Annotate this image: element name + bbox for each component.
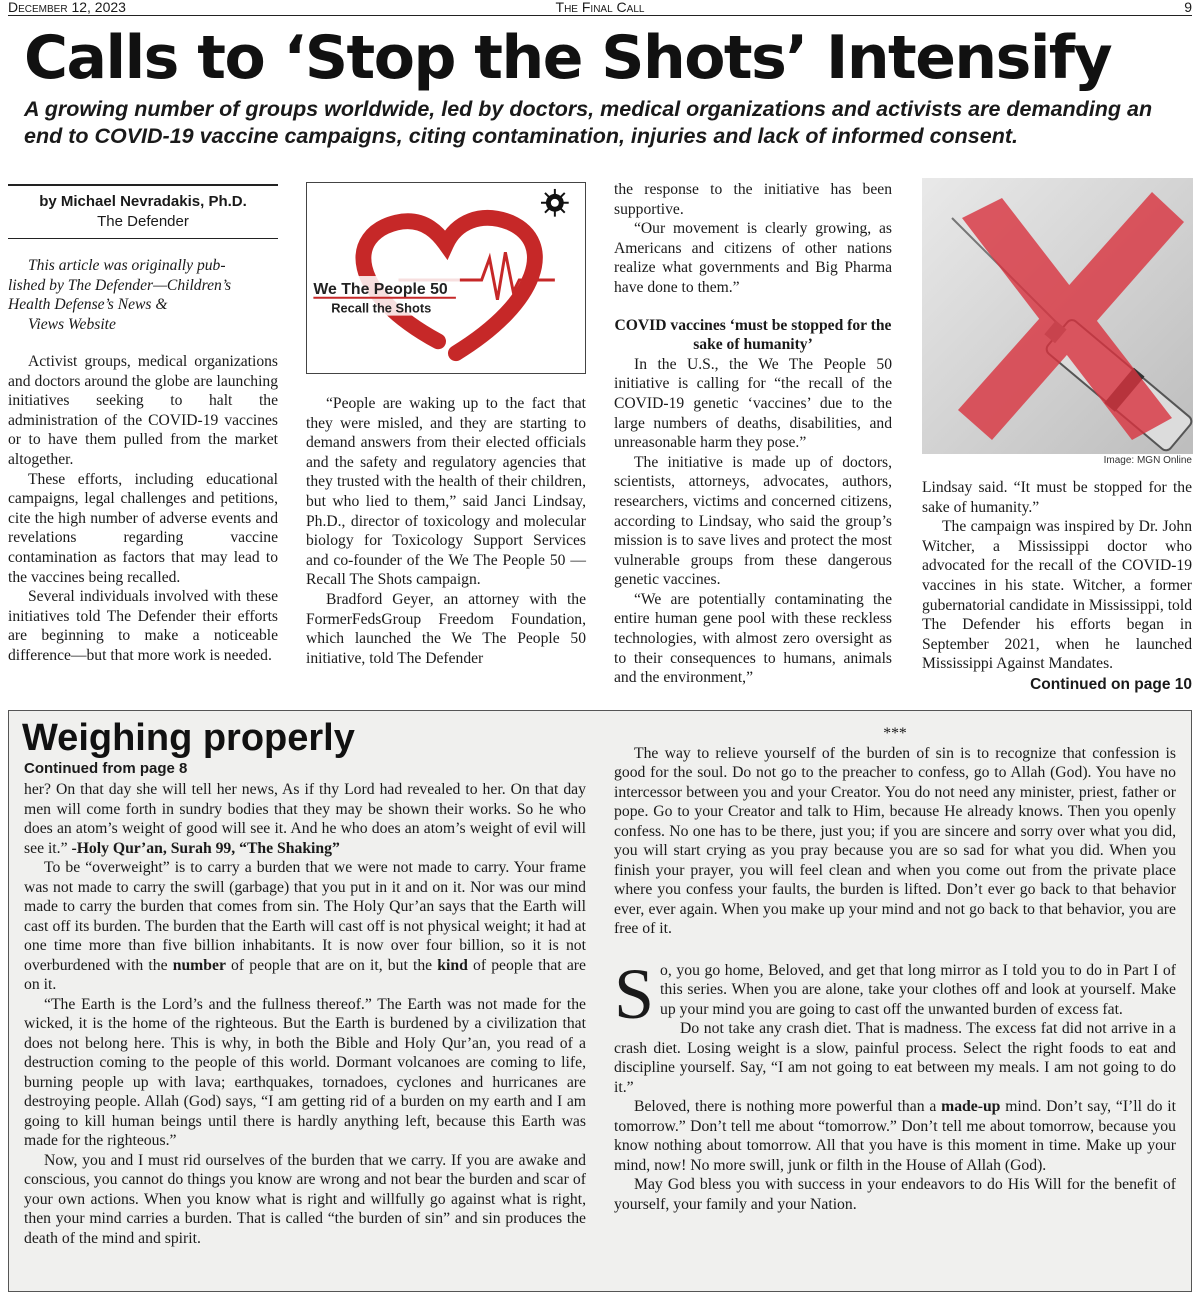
article-subhead: COVID vaccines ‘must be stopped for the sake of humanity’ [614,316,892,354]
sidebar-paragraph: Do not take any crash diet. That is madness. The excess fat did not arrive in a crash diet. Losing weight is a slow, painful process. Select the right foods to eat and discipline yourself. Say, “I am not going to eat between my meals. I am not going to do it.” [614,1020,1176,1096]
sidebar-paragraph: The way to relieve yourself of the burden of sin is to recognize that confession is good for the soul. Do not go to the preacher to confess, go to Allah (God). You have no intercessor between you and your Creator. You do not need any minister, priest, father or pope. Go to your Creator and talk to Him, because He already knows. Then you openly confess. No one has to be there, just you; if you are sincere and sorry over what you did, you will start crying as you pray because you are so sad for what you did. When you finish your prayer, you will feel clean and when you come out from the private place where you confess your faults, the burden is lifted. Don’t ever go back to that behavior ever, ever again. When you make up your mind and not go back to that behavior, you are free of it. [614,744,1176,937]
article-paragraph: the response to the initiative has been supportive. [614,181,892,218]
origin-note-line: This article was originally pub- [28,257,226,274]
heart-logo-graphic [307,183,585,373]
headline: Calls to ‘Stop the Shots’ Intensify [24,23,1112,93]
article-paragraph: In the U.S., the We The People 50 initiative is calling for “the recall of the COVID-19 genetic ‘vaccines’ due to the large numbers of deaths, disabilities, and unreasonable harm they pose.” [614,355,892,452]
quran-citation: -Holy Qur’an, Surah 99, “The Shaking” [71,839,340,857]
logo-title: We The People 50 [313,280,448,298]
sidebar-text: mind. Don’t say, “I’ll do it tomorrow.” Don’t tell me about “tomorrow.” Don’t tell me about tomorrow, because you know nothing about tomorrow. All that you have is this moment in time. Make up your mind, now! No more swill, junk or filth in the House of Allah (God). [614,1098,1176,1174]
sidebar-text: To be “overweight” is to carry a burden that we were not made to carry. Your frame was not made to carry the swill (garbage) that you put in it and on it. Nor was our mind made to carry the burden that comes from sin. The Holy Qur’an says that the Earth will cast off its burden. The burden that the Earth will cast off is not physical weight; it had at one time more than five billion inhabitants. It is now over four billion, so it is not overburdened with the [24,859,586,974]
sidebar-paragraph: Now, you and I must rid ourselves of the burden that we carry. If you are awake and conscious, you cannot do things you know are wrong and not bear the burden and scar of your own actions. When you know what is right and willfully go against what is right, then your mind carries a burden. That is called “the burden of sin” and sin produces the death of the mind and spirit. [24,1151,586,1247]
article-col-1 [8,352,278,666]
emphasis-kind: kind [437,956,468,974]
byline-outlet: The Defender [97,213,189,230]
article-paragraph: Several individuals involved with these initiatives told The Defender their efforts are beginning to make a noticeable difference—but that more work is needed. [8,588,278,664]
page-number: 9 [1184,0,1192,15]
sidebar-paragraph [24,780,586,858]
syringe-graphic [922,178,1193,454]
origin-note-line: lished by The Defender—Children’s [8,276,232,294]
sidebar-paragraph: May God bless you with success in your endeavors to do His Will for the benefit of yourself, your family and your Nation. [614,1176,1176,1213]
article-col-2 [306,394,586,668]
issue-date: December 12, 2023 [8,0,126,15]
byline [8,184,278,239]
drop-cap: S [614,953,655,1034]
continued-from-link[interactable]: Continued from page 8 [24,760,188,777]
emphasis-number: number [172,956,226,974]
article-paragraph: “People are waking up to the fact that they were misled, and they are starting to demand answers from their elected officials and the safety and regulatory agencies that they trusted with the health of their children, but who lied to them,” said Janci Lindsay, Ph.D., director of toxicology and molecular biology for Toxicology Support Services and co-founder of the We The People 50 — Recall The Shots campaign. [306,395,586,589]
article-paragraph: The initiative is made up of doctors, scientists, attorneys, advocates, authors, researchers, victims and concerned citizens, according to Lindsay, who said the group’s mission is to save lives and protect the most vulnerable groups from these dangerous genetic vaccines. [614,453,892,589]
origin-note [8,256,278,334]
article-paragraph: “We are potentially contaminating the entire human gene pool with these reckless technologies, with almost zero oversight as to their consequences to humans, animals and the environment,” [614,590,892,687]
continued-on-link[interactable]: Continued on page 10 [1030,676,1192,693]
publication-name: The Final Call [555,0,645,15]
photo-credit: Image: MGN Online [1103,455,1192,466]
byline-author: by Michael Nevradakis, Ph.D. [39,193,247,210]
logo-subtitle: Recall the Shots [331,300,432,316]
sidebar-col-left [24,780,586,1248]
sidebar-paragraph [24,858,586,995]
sidebar-text: o, you go home, Beloved, and get that long mirror as I told you to do in Part I of this series. When you are alone, take your clothes off and look at yourself. Make up your mind you are going to cast off the unwanted burden of excess fat. [660,961,1176,1018]
article-paragraph: Bradford Geyer, an attorney with the FormerFedsGroup Freedom Foundation, which launched the We The People 50 initiative, told The Defender [306,590,586,667]
sidebar-col-right [614,724,1176,1214]
virus-icon [541,189,569,217]
origin-note-line: Views Website [28,315,116,333]
sidebar-text: Beloved, there is nothing more powerful than a [634,1098,942,1115]
article-paragraph: These efforts, including educational campaigns, legal challenges and petitions, cite the high number of adverse events and revelations regarding vaccine contamination as factors that may lead to the vaccines being recalled. [8,470,278,586]
sidebar-paragraph [614,953,1176,1034]
article-col-3 [614,180,892,688]
emphasis-made-up: made-up [941,1098,1001,1115]
sidebar-text: of people that are on it, but the [225,956,438,974]
article-paragraph: Activist groups, medical organizations and doctors around the globe are launching initiatives seeking to halt the administration of the COVID-19 vaccines or to have them pulled from the market altogether. [8,353,278,468]
masthead [8,0,1192,16]
sidebar-text: of people that are on it. [24,956,586,993]
article-paragraph: “Our movement is clearly growing, as Americans and citizens of other nations realize what governments and Big Pharma have done to them.” [614,220,892,296]
deck-subheadline: A growing number of groups worldwide, led by doctors, medical organizations and activists are demanding an end to COVID-19 vaccine campaigns, citing contamination, injuries and lack of informed consent. [24,97,1153,148]
syringe-photo [922,178,1193,454]
sidebar-title: Weighing properly [22,717,355,759]
sidebar-paragraph [614,1097,1176,1175]
section-separator: *** [883,725,907,742]
article-paragraph: The campaign was inspired by Dr. John Witcher, a Mississippi doctor who advocated for the recall of the COVID-19 vaccines in his state. Witcher, a former gubernatorial candidate in Mississippi, told The Defender his efforts began in September 2021, when he launched Mississippi Against Mandates. [922,518,1192,673]
origin-note-line: Health Defense’s News & [8,296,168,314]
article-col-4 [922,478,1192,674]
we-the-people-50-logo [306,182,586,374]
quran-quote: her? On that day she will tell her news, As if thy Lord had revealed to her. On that day men will come forth in sundry bodies that they may be shown their works. So he who does an atom’s weight of good will see it. And he who does an atom’s weight of evil will see it.” [24,781,586,857]
article-paragraph: Lindsay said. “It must be stopped for the sake of humanity.” [922,479,1192,516]
sidebar-paragraph: “The Earth is the Lord’s and the fullness thereof.” The Earth was not made for the wicked, it is the home of the righteous. But the Earth is burdened by a civilization that does not belong here. This is why, in both the Bible and Holy Qur’an, you read of a destruction coming to the people of this world. Dormant volcanoes are coming to life, burning people up with lava; earthquakes, tornadoes, cyclones and hurricanes are destroying people. Allah (God) says, “I am getting rid of a burden on my earth and I am going to kill human beings until there is hardly anything left, because this Earth was made for the righteous.” [24,995,586,1149]
